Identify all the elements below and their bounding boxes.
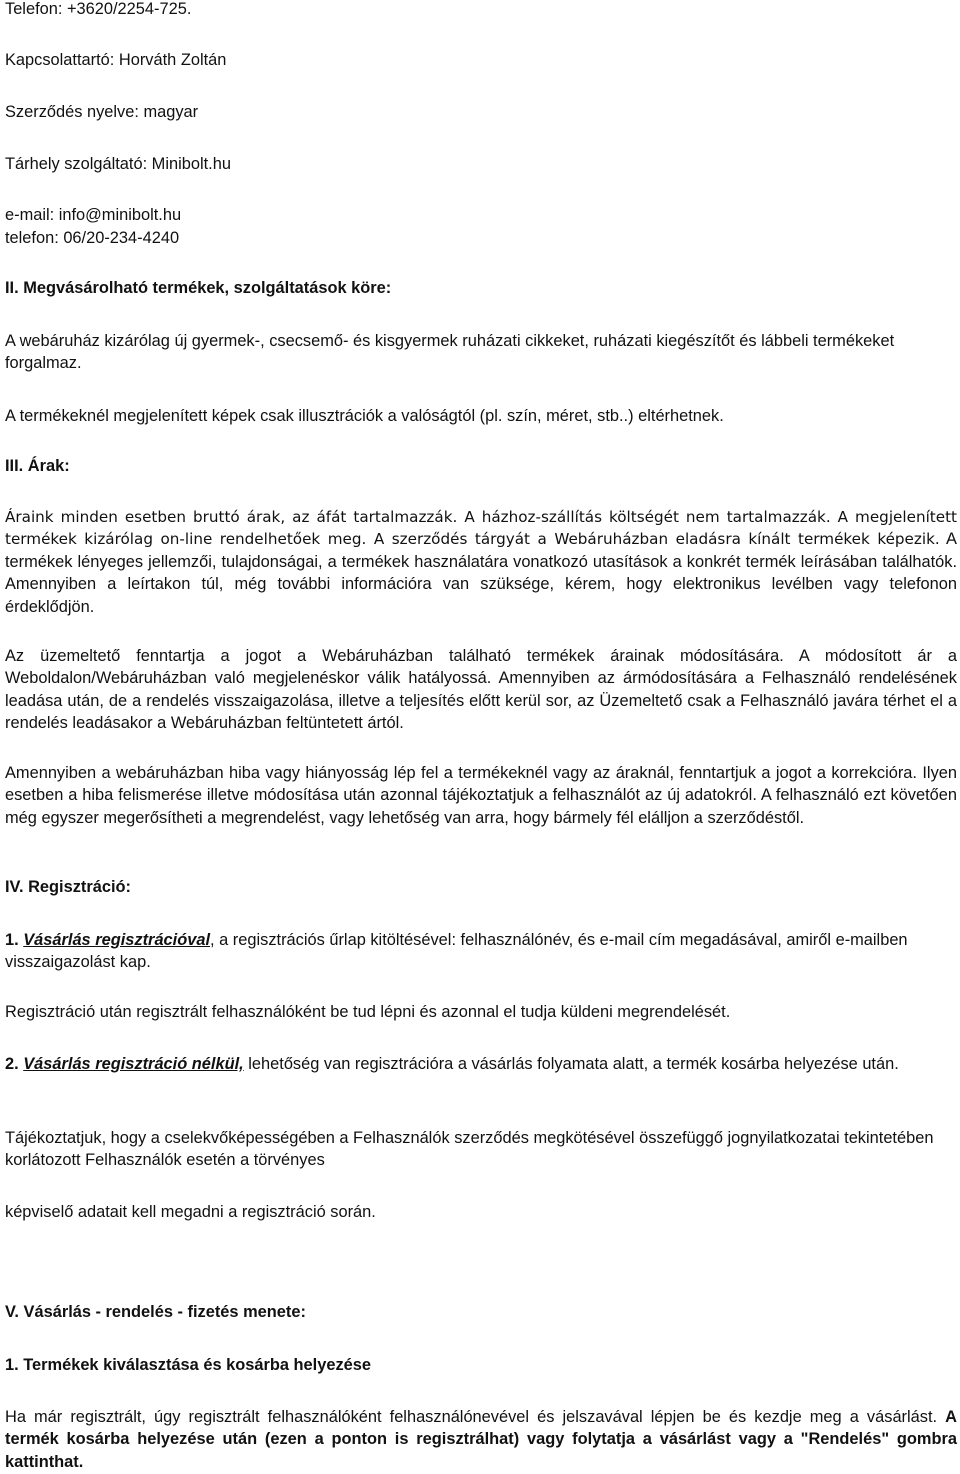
- registration-info-paragraph: Tájékoztatjuk, hogy a cselekvőképességében a Felhasználók szerződés megkötésével összefüggő jognyilatkozatai tekintetében korlátozott Felhasználók esetén a törvényes: [5, 1129, 934, 1170]
- section-5-heading: V. Vásárlás - rendelés - fizetés menete:: [5, 1303, 306, 1321]
- hosting-provider: Tárhely szolgáltató: Minibolt.hu: [5, 155, 231, 173]
- section-3-paragraph-2: Az üzemeltető fenntartja a jogot a Webáruházban található termékek árainak módosítására. A módosított ár a Weboldalon/Webáruházban való megjelenéskor válik hatályossá. Amennyiben az ármódosítására a Felhasználó rendelésének leadása után, de a rendelés visszaigazolása, illetve a teljesítés előtt kerül sor, az Üzemeltető csak a Felhasználó javára térhet el a rendelés leadásakor a Webáruházban feltüntetett ártól.: [5, 647, 957, 733]
- section-3-paragraph-3: Amennyiben a webáruházban hiba vagy hiányosság lép fel a termékeknél vagy az áraknál, fenntartjuk a jogot a korrekcióra. Ilyen esetben a hiba felismerése illetve módosítása után azonnal tájékoztatjuk a felhasználót az új adatokról. A felhasználó ezt követően még egyszer megerősítheti a megrendelést, vagy lehetőség van arra, hogy bármely fél elálljon a szerződéstől.: [5, 764, 957, 827]
- section-4-heading: IV. Regisztráció:: [5, 878, 132, 896]
- section-5-subheading-1: 1. Termékek kiválasztása és kosárba helyezése: [5, 1356, 372, 1374]
- contact-phone-2: telefon: 06/20-234-4240: [5, 229, 180, 247]
- registration-item-2: [5, 1053, 957, 1075]
- section-2-heading: II. Megvásárolható termékek, szolgáltatások köre:: [5, 279, 392, 297]
- contact-phone: Telefon: +3620/2254-725.: [5, 0, 192, 18]
- registration-item-2-number: 2.: [5, 1055, 19, 1073]
- registration-item-1-title: Vásárlás regisztrációval: [23, 931, 211, 949]
- registration-item-1-number: 1.: [5, 931, 19, 949]
- contact-person: Kapcsolattartó: Horváth Zoltán: [5, 51, 227, 69]
- section-3-paragraph-1: [5, 506, 957, 618]
- registration-info-paragraph-2: képviselő adatait kell megadni a regisztráció során.: [5, 1203, 376, 1221]
- product-info-text: A termékek lényeges jellemzői, tulajdonságai, a termékek használatára vonatkozó utasítások a konkrét termék leírásában találhatók. Amennyiben a leírtakon túl, még további információra van szüksége, kérem, hogy elektronikus levélben vagy telefonon érdeklődjön.: [5, 530, 957, 616]
- section-5-paragraph-1: [5, 1406, 957, 1473]
- shopping-bold-text: A termék kosárba helyezése után (ezen a ponton is regisztrálhat) vagy folytatja a vásárlást vagy a "Rendelés" gombra kattinthat.: [5, 1408, 957, 1471]
- registration-after-text: Regisztráció után regisztrált felhasználóként be tud lépni és azonnal el tudja küldeni megrendelését.: [5, 1003, 731, 1021]
- contract-language: Szerződés nyelve: magyar: [5, 103, 199, 121]
- section-2-paragraph-2: A termékeknél megjelenített képek csak illusztrációk a valóságtól (pl. szín, méret, stb..) eltérhetnek.: [5, 407, 724, 425]
- prices-text: Áraink minden esetben bruttó árak, az áfát tartalmazzák. A házhoz-szállítás költségét nem tartalmazzák. A megjelenített termékek kizárólag on-line rendelhetőek meg. A szerződés tárgyát a Webáruházban eladásra kínált termékek képezik.: [5, 508, 957, 549]
- shopping-intro-text: Ha már regisztrált, úgy regisztrált felhasználóként felhasználónevével és jelszavával lépjen be és kezdje meg a vásárlást.: [5, 1408, 946, 1426]
- section-2-paragraph-1: A webáruház kizárólag új gyermek-, csecsemő- és kisgyermek ruházati cikkeket, ruházati kiegészítőt és lábbeli termékeket forgalmaz.: [5, 332, 895, 373]
- registration-item-2-title: Vásárlás regisztráció nélkül,: [23, 1055, 244, 1073]
- registration-item-1: [5, 929, 957, 974]
- registration-item-1-text: , a regisztrációs űrlap kitöltésével: felhasználónév, és e-mail cím megadásával, amiről e-mailben visszaigazolást kap.: [5, 931, 908, 972]
- section-3-heading: III. Árak:: [5, 457, 70, 475]
- contact-email: e-mail: info@minibolt.hu: [5, 206, 182, 224]
- registration-item-2-text: lehetőség van regisztrációra a vásárlás folyamata alatt, a termék kosárba helyezése után.: [243, 1055, 899, 1073]
